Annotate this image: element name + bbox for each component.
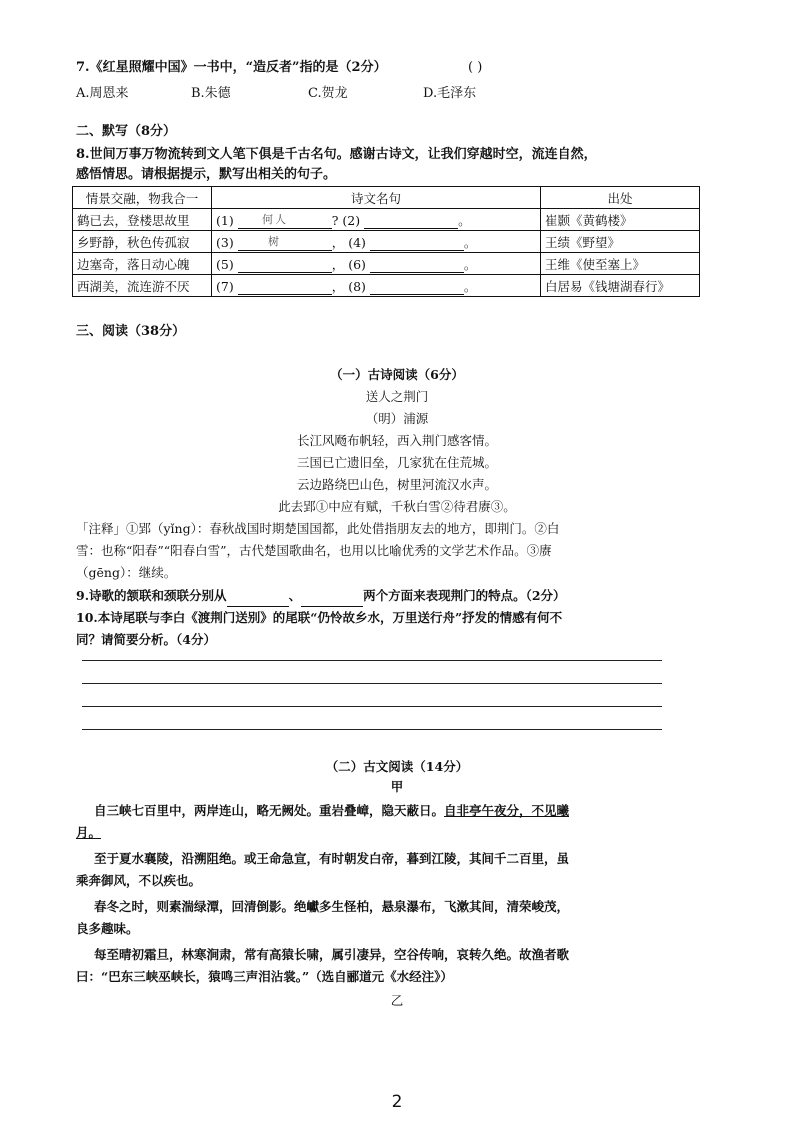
row-source: 王维《使至塞上》 bbox=[541, 253, 700, 275]
passage-text: 自三峡七百里中，两岸连山，略无阙处。重岩叠嶂，隐天蔽日。 bbox=[94, 803, 445, 818]
poem-line: 此去郢①中应有赋，千秋白雪②待君赓③。 bbox=[278, 499, 516, 514]
blank-number: (5) bbox=[216, 256, 234, 272]
row-verse bbox=[212, 275, 541, 297]
q9-text: 9.诗歌的颔联和颈联分别从 bbox=[76, 588, 227, 603]
blank-number: (1) bbox=[216, 212, 234, 228]
q10-line1: 10.本诗尾联与李白《渡荆门送别》的尾联“仍怜故乡水，万里送行舟”抒发的情感有何不 bbox=[76, 610, 563, 625]
separator: ， bbox=[331, 278, 345, 294]
q7-option-b: B.朱德 bbox=[191, 86, 231, 101]
passage-p1-line2: 月。 bbox=[76, 825, 102, 840]
blank-number: (3) bbox=[216, 234, 234, 250]
notes-line2: 雪：也称“阳春”“阳春白雪”，古代楚国歌曲名，也用以比喻优秀的文学艺术作品。③赓 bbox=[76, 543, 552, 558]
text-label-a: 甲 bbox=[390, 779, 404, 794]
q9-text-end: 两个方面来表现荆门的特点。（2分） bbox=[363, 588, 566, 603]
answer-blank[interactable] bbox=[370, 280, 464, 295]
part1-heading: （一）古诗阅读（6分） bbox=[330, 367, 464, 382]
text-label-b: 乙 bbox=[390, 993, 404, 1008]
row-scene: 西湖美，流连游不厌 bbox=[73, 275, 212, 297]
passage-p4-line2: 曰：“巴东三峡巫峡长，猿鸣三声泪沾裳。”（选自郦道元《水经注》） bbox=[76, 969, 453, 984]
notes-line1: 「注释」①郢（yǐng）：春秋战国时期楚国国都，此处借指朋友去的地方，即荆门。②白 bbox=[76, 521, 560, 536]
separator: ， bbox=[331, 234, 345, 250]
answer-line[interactable] bbox=[82, 729, 662, 730]
recitation-row bbox=[73, 253, 700, 275]
passage-p3-line2: 良多趣味。 bbox=[76, 921, 139, 936]
passage-p2-line1: 至于夏水襄陵，沿溯阻绝。或王命急宣，有时朝发白帝，暮到江陵，其间千二百里，虽 bbox=[94, 851, 570, 866]
passage-p3-line1: 春冬之时，则素湍绿潭，回清倒影。绝巘多生怪柏，悬泉瀑布，飞漱其间，清荣峻茂， bbox=[94, 899, 570, 914]
blank-number: (7) bbox=[216, 278, 234, 294]
answer-line[interactable] bbox=[82, 683, 662, 684]
q9-blank-2[interactable] bbox=[301, 592, 363, 607]
answer-blank[interactable] bbox=[370, 236, 464, 251]
row-source: 王绩《野望》 bbox=[541, 231, 700, 253]
section3-title: 三、阅读（38分） bbox=[76, 324, 186, 339]
notes-line3: （gēng）：继续。 bbox=[76, 565, 177, 580]
row-source: 白居易《钱塘湖春行》 bbox=[541, 275, 700, 297]
answer-blank[interactable] bbox=[238, 280, 332, 295]
passage-p4-line1: 每至晴初霜旦，林寒涧肃，常有高猿长啸，属引凄异，空谷传响，哀转久绝。故渔者歌 bbox=[94, 947, 570, 962]
q7-options bbox=[76, 82, 576, 102]
separator: 。 bbox=[463, 256, 477, 272]
part2-heading: （二）古文阅读（14分） bbox=[325, 759, 469, 774]
q7-option-d: D.毛泽东 bbox=[423, 86, 477, 101]
handwritten-mark: 何人 bbox=[262, 213, 288, 226]
row-scene: 乡野静，秋色传孤寂 bbox=[73, 231, 212, 253]
poem-author: （明）浦源 bbox=[365, 411, 429, 426]
separator: 。 bbox=[458, 212, 471, 228]
answer-line[interactable] bbox=[82, 706, 662, 707]
row-verse bbox=[212, 231, 541, 253]
blank-number: (4) bbox=[348, 234, 366, 250]
poem-line: 云边路绕巴山色，树里河流汉水声。 bbox=[296, 477, 497, 492]
separator: ? bbox=[331, 212, 339, 228]
row-scene: 边塞奇，落日动心魄 bbox=[73, 253, 212, 275]
row-verse bbox=[212, 253, 541, 275]
answer-line[interactable] bbox=[82, 660, 662, 661]
poem-line: 三国已亡遗旧垒，几家犹在住荒城。 bbox=[296, 455, 497, 470]
q9-blank-1[interactable] bbox=[227, 592, 289, 607]
blank-number: (6) bbox=[348, 256, 366, 272]
answer-blank[interactable] bbox=[364, 214, 458, 229]
q7-answer-paren: ( ) bbox=[468, 60, 483, 75]
page-number: 2 bbox=[391, 1092, 403, 1112]
separator: 。 bbox=[463, 234, 477, 250]
row-source: 崔颢《黄鹤楼》 bbox=[541, 209, 700, 231]
row-verse bbox=[212, 209, 541, 231]
q7-option-a: A.周恩来 bbox=[76, 86, 129, 101]
q8-intro-line2: 感悟情思。请根据提示，默写出相关的句子。 bbox=[76, 167, 337, 182]
header-scene: 情景交融，物我合一 bbox=[73, 187, 212, 209]
answer-blank[interactable] bbox=[238, 258, 332, 273]
blank-number: (8) bbox=[348, 278, 366, 294]
recitation-header-row bbox=[73, 187, 700, 209]
separator: ， bbox=[331, 256, 345, 272]
passage-p2-line2: 乘奔御风，不以疾也。 bbox=[76, 873, 202, 888]
recitation-table bbox=[72, 186, 700, 297]
answer-blank[interactable] bbox=[238, 236, 332, 251]
poem-line: 长江风飏布帆轻，西入荆门感客情。 bbox=[296, 433, 497, 448]
blank-number: (2) bbox=[342, 212, 361, 228]
header-source: 出处 bbox=[541, 187, 700, 209]
separator: 。 bbox=[463, 278, 477, 294]
row-scene: 鹤已去，登楼思故里 bbox=[73, 209, 212, 231]
q9-sep: 、 bbox=[288, 588, 302, 603]
q7-stem: 7.《红星照耀中国》一书中，“造反者”指的是（2分） bbox=[76, 60, 387, 75]
recitation-row bbox=[73, 275, 700, 297]
underlined-sentence: 自非亭午夜分，不见曦 bbox=[444, 803, 570, 818]
section2-title: 二、默写（8分） bbox=[76, 124, 177, 139]
passage-p1-line1 bbox=[94, 800, 569, 822]
q7-option-c: C.贺龙 bbox=[308, 86, 348, 101]
header-verse: 诗文名句 bbox=[212, 187, 541, 209]
q9 bbox=[76, 585, 566, 607]
q10-line2: 同？请简要分析。（4分） bbox=[76, 632, 216, 647]
recitation-row bbox=[73, 231, 700, 253]
q8-intro-line1: 8.世间万事万物流转到文人笔下俱是千古名句。感谢古诗文，让我们穿越时空，流连自然， bbox=[76, 147, 597, 162]
poem-title: 送人之荆门 bbox=[365, 389, 429, 404]
recitation-row bbox=[73, 209, 700, 231]
handwritten-mark: 树 bbox=[268, 235, 281, 248]
answer-blank[interactable] bbox=[370, 258, 464, 273]
